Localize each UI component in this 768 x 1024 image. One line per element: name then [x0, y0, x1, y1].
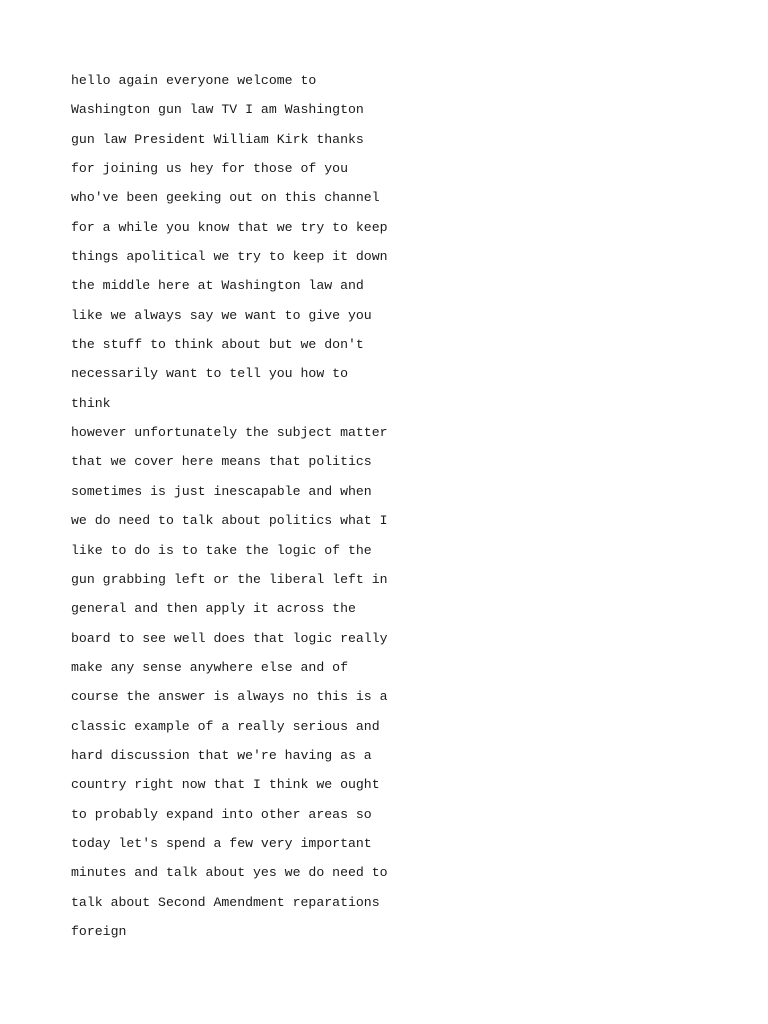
transcript-line: the stuff to think about but we don't	[71, 337, 364, 353]
transcript-line: make any sense anywhere else and of	[71, 659, 348, 675]
transcript-line: general and then apply it across the	[71, 601, 356, 617]
transcript-line: foreign	[71, 923, 127, 939]
transcript-line: however unfortunately the subject matter	[71, 425, 388, 441]
transcript-line: think	[71, 395, 111, 411]
transcript-line: talk about Second Amendment reparations	[71, 894, 380, 910]
transcript-line: we do need to talk about politics what I	[71, 513, 388, 529]
transcript-line: hard discussion that we're having as a	[71, 747, 372, 763]
transcript-line: sometimes is just inescapable and when	[71, 483, 372, 499]
transcript-line: things apolitical we try to keep it down	[71, 249, 388, 265]
transcript-line: who've been geeking out on this channel	[71, 190, 380, 206]
transcript-line: gun law President William Kirk thanks	[71, 131, 364, 147]
transcript-line: like we always say we want to give you	[71, 307, 372, 323]
transcript-line: classic example of a really serious and	[71, 718, 380, 734]
transcript-line: today let's spend a few very important	[71, 835, 372, 851]
transcript-line: that we cover here means that politics	[71, 454, 372, 470]
transcript-line: the middle here at Washington law and	[71, 278, 364, 294]
transcript-line: board to see well does that logic really	[71, 630, 388, 646]
transcript-line: Washington gun law TV I am Washington	[71, 102, 364, 118]
transcript-line: gun grabbing left or the liberal left in	[71, 571, 388, 587]
transcript-line: course the answer is always no this is a	[71, 689, 388, 705]
transcript-line: for joining us hey for those of you	[71, 161, 348, 177]
transcript-line: to probably expand into other areas so	[71, 806, 372, 822]
transcript-line: necessarily want to tell you how to	[71, 366, 348, 382]
transcript-page	[71, 66, 731, 946]
transcript-line: like to do is to take the logic of the	[71, 542, 372, 558]
transcript-line: minutes and talk about yes we do need to	[71, 865, 388, 881]
transcript-line: country right now that I think we ought	[71, 777, 380, 793]
transcript-line: for a while you know that we try to keep	[71, 219, 388, 235]
transcript-line: hello again everyone welcome to	[71, 73, 317, 88]
